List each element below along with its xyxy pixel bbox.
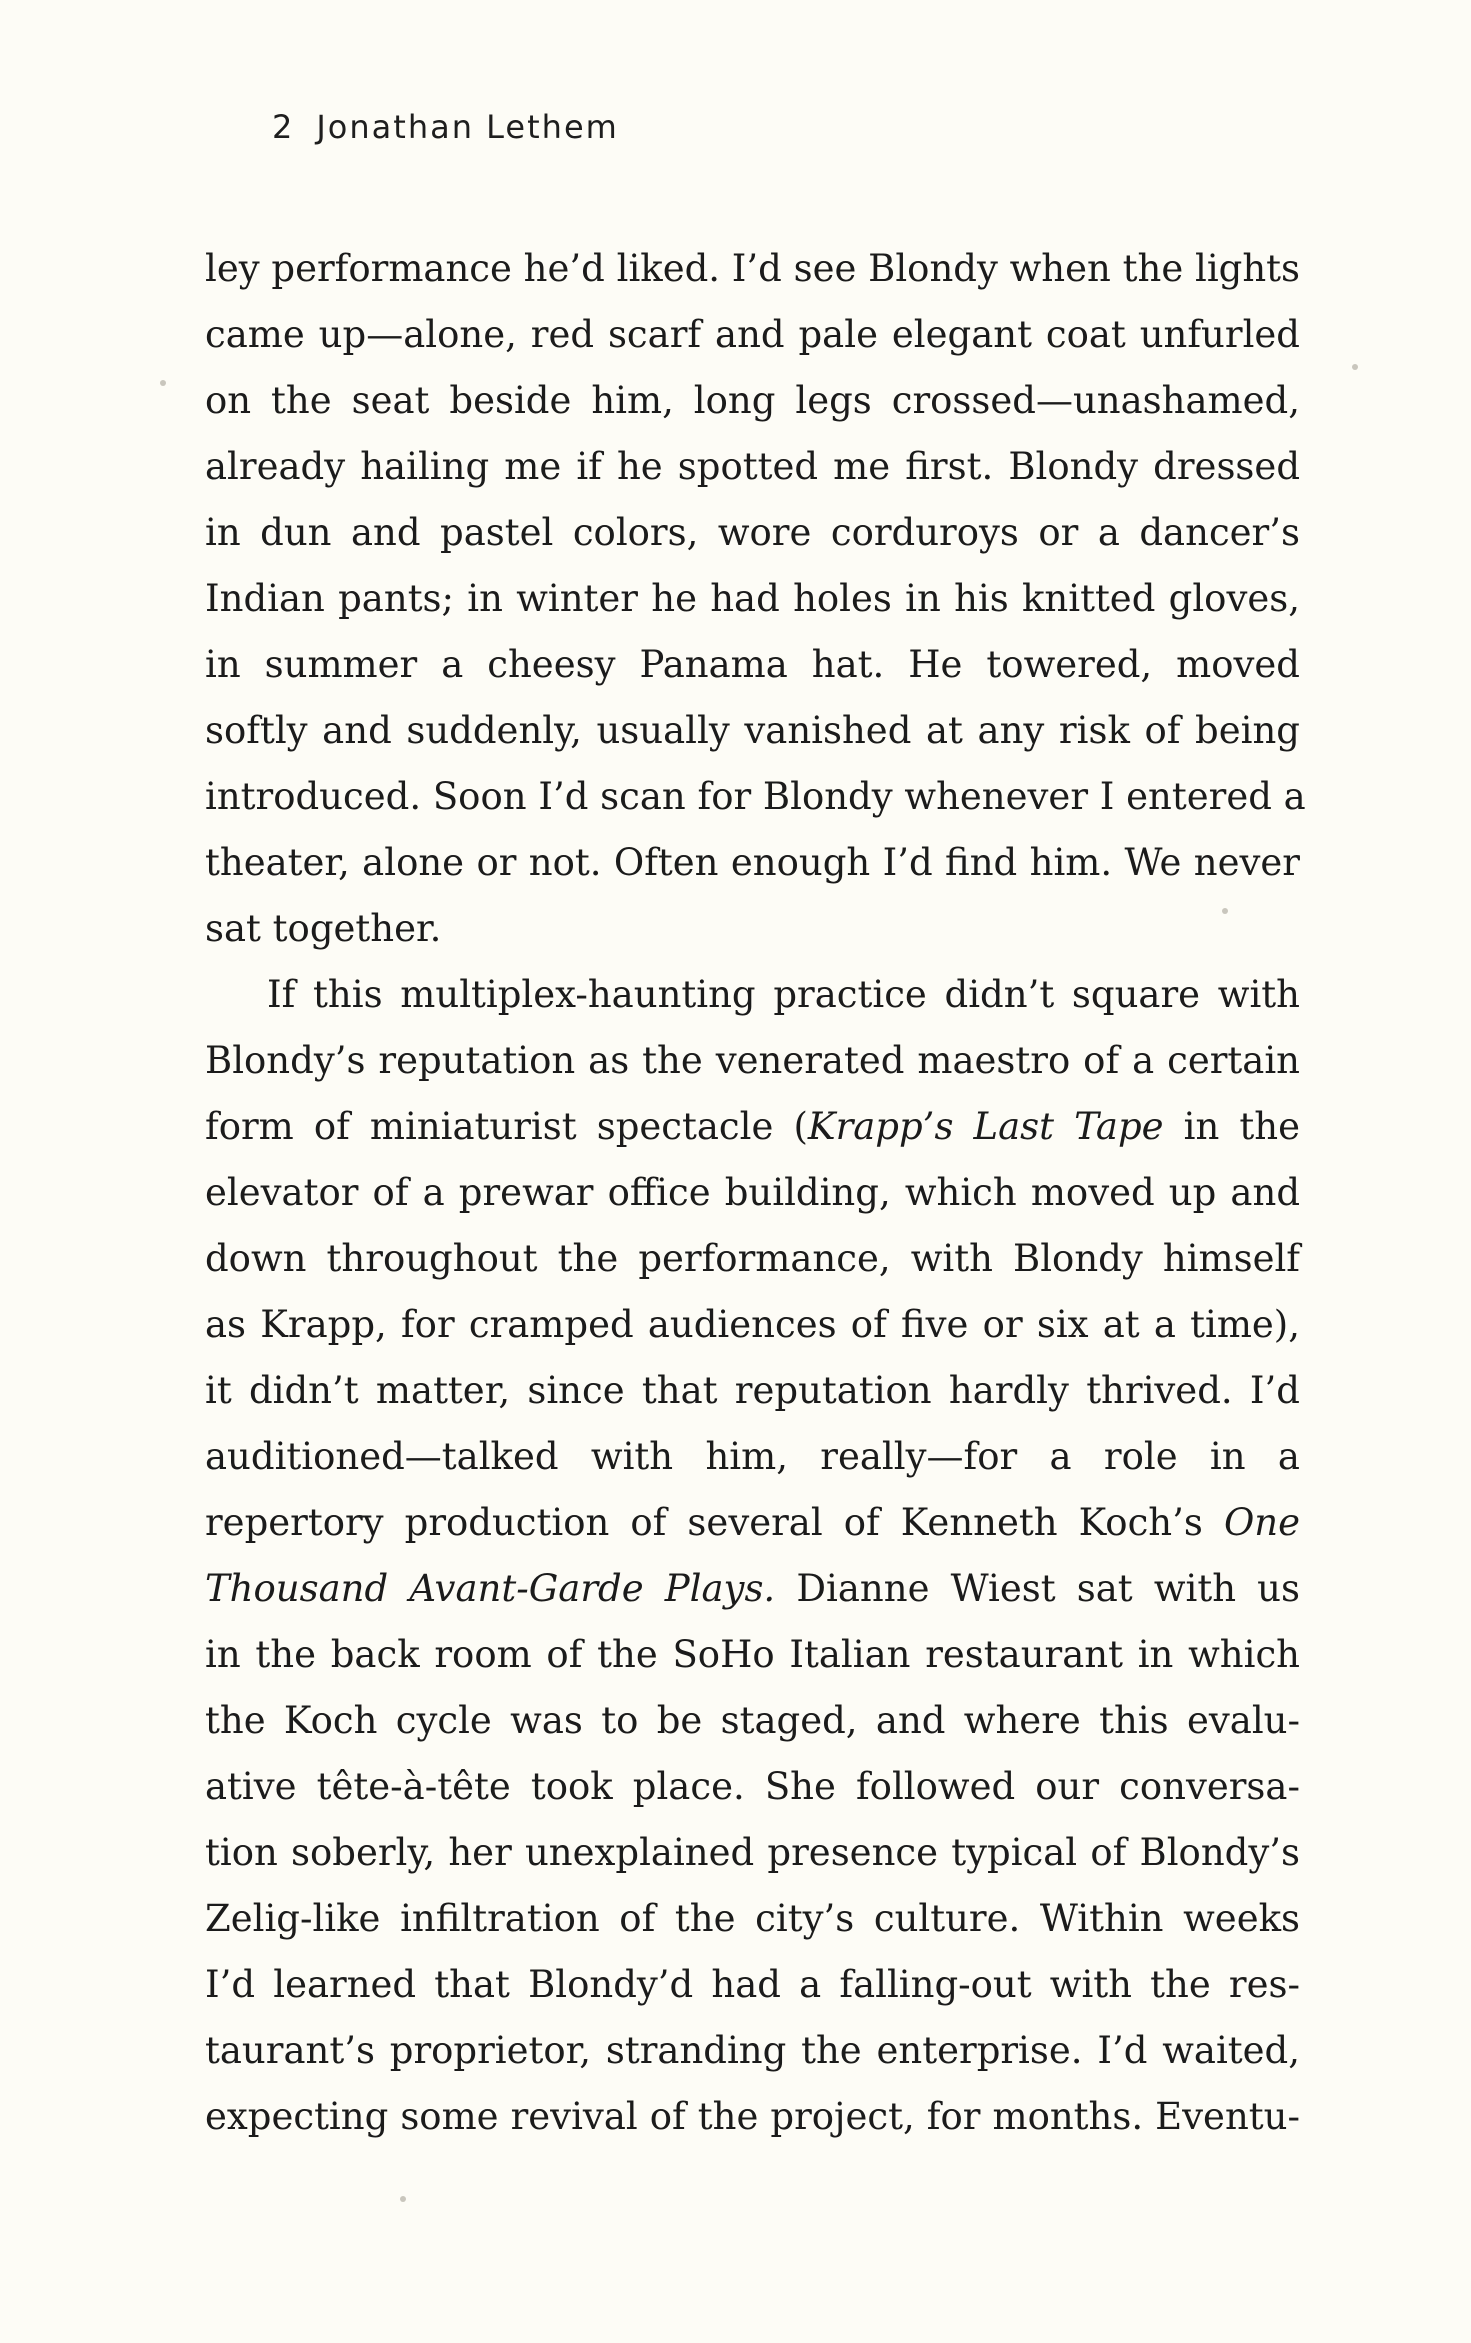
text-line: sat together. (205, 907, 442, 950)
text-line: down throughout the performance, with Blondy himself (205, 1237, 1300, 1280)
text-segment: Dianne Wiest sat with us (775, 1567, 1300, 1610)
text-line: introduced. Soon I’d scan for Blondy whenever I entered a (205, 775, 1306, 818)
text-line: in dun and pastel colors, wore corduroys or a dancer’s (205, 511, 1300, 554)
page-number: 2 (272, 108, 295, 146)
paragraph-2 (205, 962, 1300, 2150)
text-segment: in the (1163, 1105, 1301, 1148)
italic-title: Krapp’s Last Tape (807, 1105, 1164, 1148)
italic-title: Thousand Avant-Garde Plays. (205, 1567, 776, 1610)
text-line: theater, alone or not. Often enough I’d find him. We never (205, 841, 1300, 884)
body-text (205, 236, 1306, 2150)
paragraph-1 (205, 236, 1306, 962)
paper-speck (160, 380, 166, 386)
text-line: the Koch cycle was to be staged, and where this evalu- (205, 1699, 1300, 1742)
text-segment: repertory production of several of Kenneth Koch’s (205, 1501, 1224, 1544)
text-line: softly and suddenly, usually vanished at any risk of being (205, 709, 1300, 752)
text-line: ley performance he’d liked. I’d see Blondy when the lights (205, 247, 1301, 290)
text-line: expecting some revival of the project, for months. Eventu- (205, 2095, 1300, 2138)
text-line: it didn’t matter, since that reputation hardly thrived. I’d (205, 1369, 1300, 1412)
text-line: in the back room of the SoHo Italian restaurant in which (205, 1633, 1300, 1676)
text-segment: form of miniaturist spectacle ( (205, 1105, 808, 1148)
text-line: on the seat beside him, long legs crossed—unashamed, (205, 379, 1300, 422)
text-line: ative tête-à-tête took place. She followed our conversa- (205, 1765, 1300, 1808)
text-line: auditioned—talked with him, really—for a role in a (205, 1435, 1300, 1478)
text-line: If this multiplex-haunting practice didn’t square with (267, 973, 1300, 1016)
author-name: Jonathan Lethem (316, 108, 619, 146)
italic-title: One (1223, 1501, 1300, 1544)
running-head (272, 108, 619, 146)
paper-speck (400, 2196, 406, 2202)
text-line: in summer a cheesy Panama hat. He towered, moved (205, 643, 1300, 686)
text-line-with-italic (205, 1490, 1300, 1556)
text-line: Zelig-like infiltration of the city’s culture. Within weeks (205, 1897, 1300, 1940)
text-line: taurant’s proprietor, stranding the enterprise. I’d waited, (205, 2029, 1300, 2072)
text-line: came up—alone, red scarf and pale elegant coat unfurled (205, 313, 1300, 356)
text-line: I’d learned that Blondy’d had a falling-out with the res- (205, 1963, 1300, 2006)
text-line: elevator of a prewar office building, which moved up and (205, 1171, 1300, 1214)
text-line: Indian pants; in winter he had holes in his knitted gloves, (205, 577, 1300, 620)
text-line: already hailing me if he spotted me first. Blondy dressed (205, 445, 1300, 488)
text-line: as Krapp, for cramped audiences of five or six at a time), (205, 1303, 1300, 1346)
text-line: tion soberly, her unexplained presence typical of Blondy’s (205, 1831, 1300, 1874)
paper-speck (1222, 908, 1228, 914)
text-line-with-italic (205, 1094, 1300, 1160)
paper-speck (1352, 364, 1358, 370)
text-line: Blondy’s reputation as the venerated maestro of a certain (205, 1039, 1300, 1082)
text-line-with-italic (205, 1556, 1300, 1622)
